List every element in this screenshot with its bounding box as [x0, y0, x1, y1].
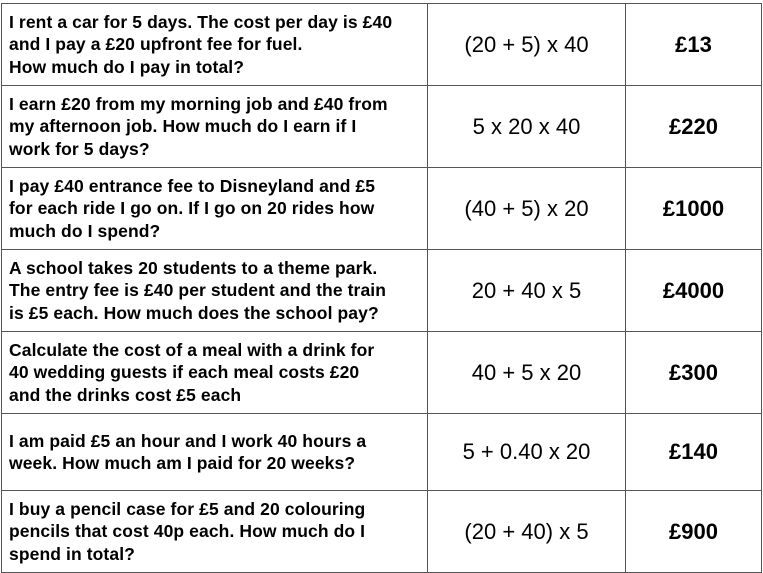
word-problem-card: A school takes 20 students to a theme park. The entry fee is £40 per student and the train is £5 each. How much does the school pay? — [2, 250, 428, 332]
word-problem-card: I pay £40 entrance fee to Disneyland and £5 for each ride I go on. If I go on 20 rides how much do I spend? — [2, 168, 428, 250]
expression-card: 20 + 40 x 5 — [428, 250, 626, 332]
word-problem-card: I earn £20 from my morning job and £40 from my afternoon job. How much do I earn if I work for 5 days? — [2, 86, 428, 168]
word-problem-card: I rent a car for 5 days. The cost per day is £40 and I pay a £20 upfront fee for fuel. How much do I pay in total? — [2, 4, 428, 86]
word-problem-card: I buy a pencil case for £5 and 20 colouring pencils that cost 40p each. How much do I spend in total? — [2, 491, 428, 573]
card-row — [2, 250, 762, 332]
card-row — [2, 4, 762, 86]
expression-card: 40 + 5 x 20 — [428, 332, 626, 414]
card-row — [2, 332, 762, 414]
word-problem-card: Calculate the cost of a meal with a drink for 40 wedding guests if each meal costs £20 and the drinks cost £5 each — [2, 332, 428, 414]
matching-cards-table — [1, 3, 762, 573]
expression-card: 5 x 20 x 40 — [428, 86, 626, 168]
expression-card: 5 + 0.40 x 20 — [428, 414, 626, 491]
answer-card: £900 — [626, 491, 762, 573]
expression-card: (40 + 5) x 20 — [428, 168, 626, 250]
answer-card: £220 — [626, 86, 762, 168]
answer-card: £300 — [626, 332, 762, 414]
answer-card: £1000 — [626, 168, 762, 250]
card-row — [2, 86, 762, 168]
card-row — [2, 491, 762, 573]
answer-card: £140 — [626, 414, 762, 491]
word-problem-card: I am paid £5 an hour and I work 40 hours a week. How much am I paid for 20 weeks? — [2, 414, 428, 491]
card-row — [2, 168, 762, 250]
answer-card: £4000 — [626, 250, 762, 332]
answer-card: £13 — [626, 4, 762, 86]
expression-card: (20 + 40) x 5 — [428, 491, 626, 573]
card-row — [2, 414, 762, 491]
expression-card: (20 + 5) x 40 — [428, 4, 626, 86]
